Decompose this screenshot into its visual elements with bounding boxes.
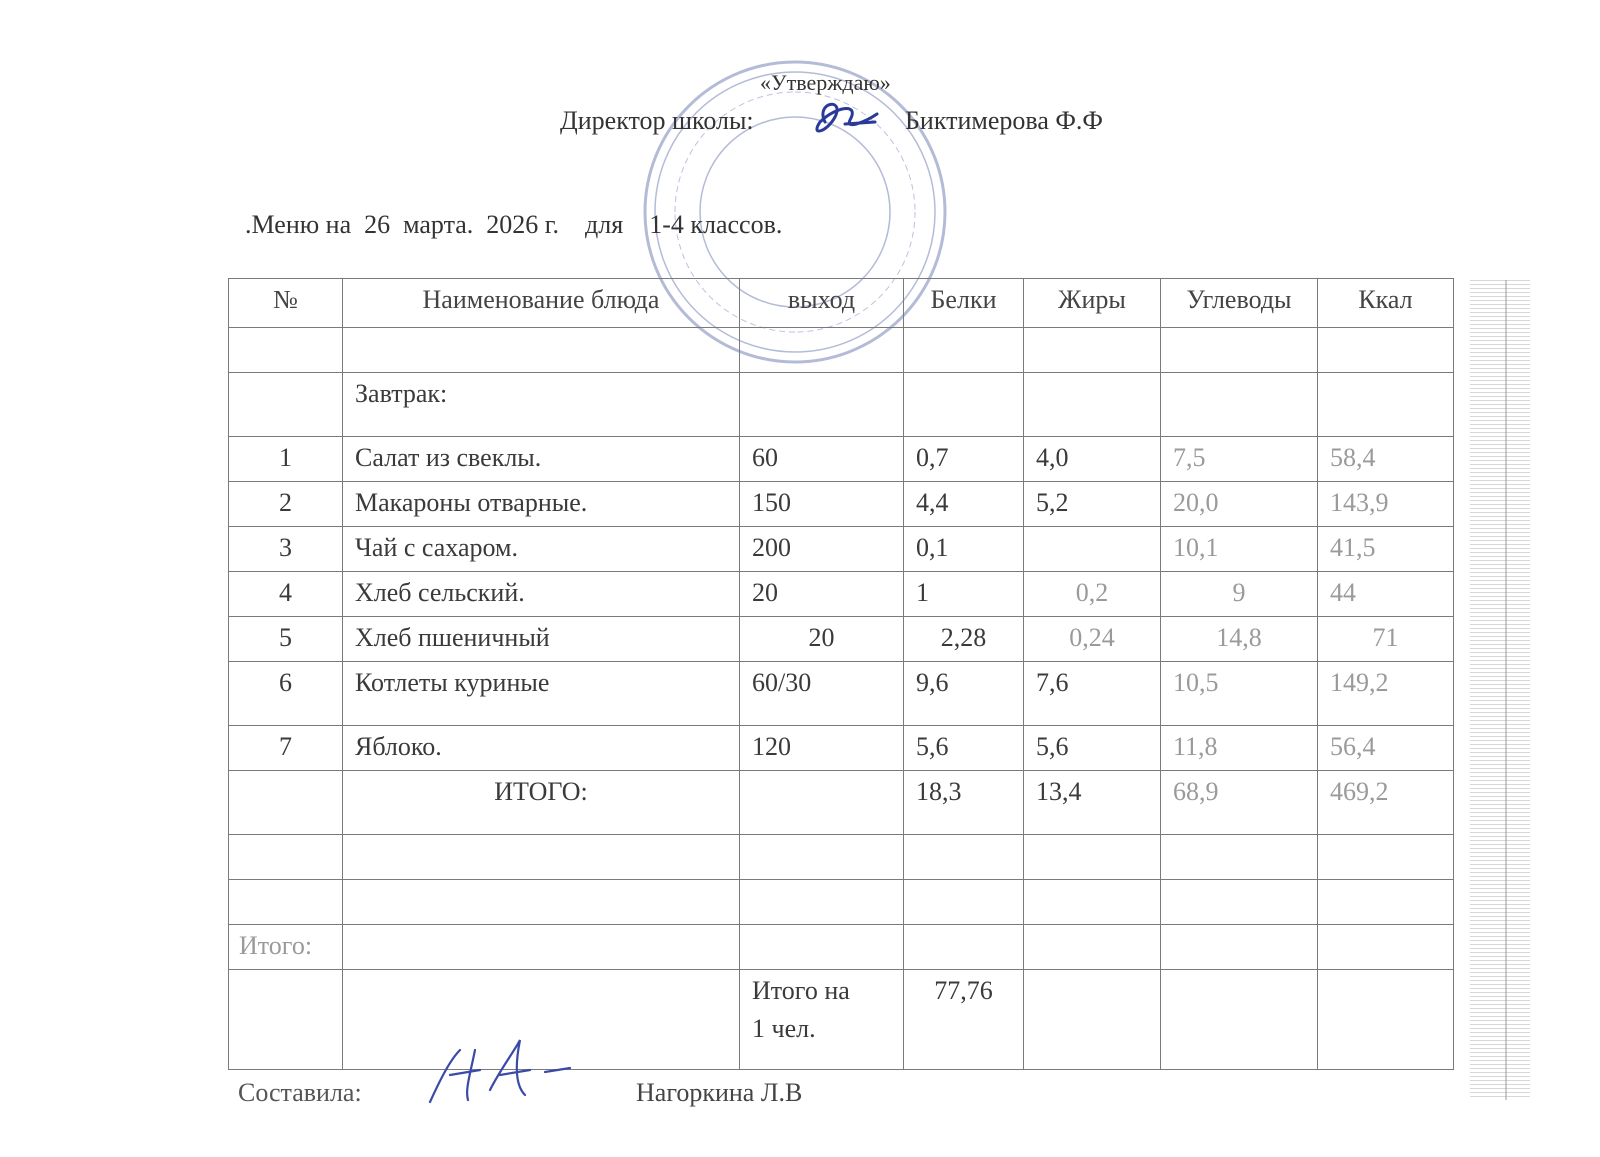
director-line [560,106,1103,136]
compiler-signature [420,1030,580,1110]
compiled-by-label: Составила: [238,1078,362,1107]
scan-edge-noise [1470,280,1530,1100]
col-header-kcal: Ккал [1318,279,1454,328]
table-row: 6 Котлеты куриные 60/30 9,6 7,6 10,5 149,2 [229,662,1454,726]
col-header-dish: Наименование блюда [343,279,740,328]
col-header-protein: Белки [904,279,1024,328]
table-row: 7 Яблоко. 120 5,6 5,6 11,8 56,4 [229,726,1454,771]
per-person-value: 77,76 [904,970,1024,1070]
table-row: 4 Хлеб сельский. 20 1 0,2 9 44 [229,572,1454,617]
col-header-output: выход [740,279,904,328]
total-label: ИТОГО: [343,771,740,835]
table-row-empty [229,880,1454,925]
table-row: 2 Макароны отварные. 150 4,4 5,2 20,0 143,9 [229,482,1454,527]
compiled-by-name: Нагоркина Л.В [636,1078,803,1107]
scan-edge-line [1505,280,1507,1100]
approve-heading: «Утверждаю» [760,70,891,95]
director-label: Директор школы: [560,106,754,135]
menu-title: .Меню на 26 марта. 2026 г. для 1-4 классов. [245,210,783,239]
menu-table [228,278,1454,1070]
col-header-fat: Жиры [1024,279,1161,328]
table-row-per-person [229,970,1454,1070]
table-row-empty [229,835,1454,880]
table-row: 5 Хлеб пшеничный 20 2,28 0,24 14,8 71 [229,617,1454,662]
section-breakfast: Завтрак: [343,373,740,437]
itogo-label: Итого: [229,925,343,970]
table-row-section [229,373,1454,437]
table-row-total: ИТОГО: 18,3 13,4 68,9 469,2 [229,771,1454,835]
col-header-number: № [229,279,343,328]
table-header-row [229,279,1454,328]
table-row: 3 Чай с сахаром. 200 0,1 10,1 41,5 [229,527,1454,572]
table-row: 1 Салат из свеклы. 60 0,7 4,0 7,5 58,4 [229,437,1454,482]
col-header-carbs: Углеводы [1161,279,1318,328]
per-person-label-line1: Итого на [752,976,850,1005]
director-name: Биктимерова Ф.Ф [905,106,1103,135]
director-signature [805,92,885,142]
per-person-label-line2: 1 чел. [752,1014,816,1043]
table-row-empty [229,328,1454,373]
table-row-itogo [229,925,1454,970]
